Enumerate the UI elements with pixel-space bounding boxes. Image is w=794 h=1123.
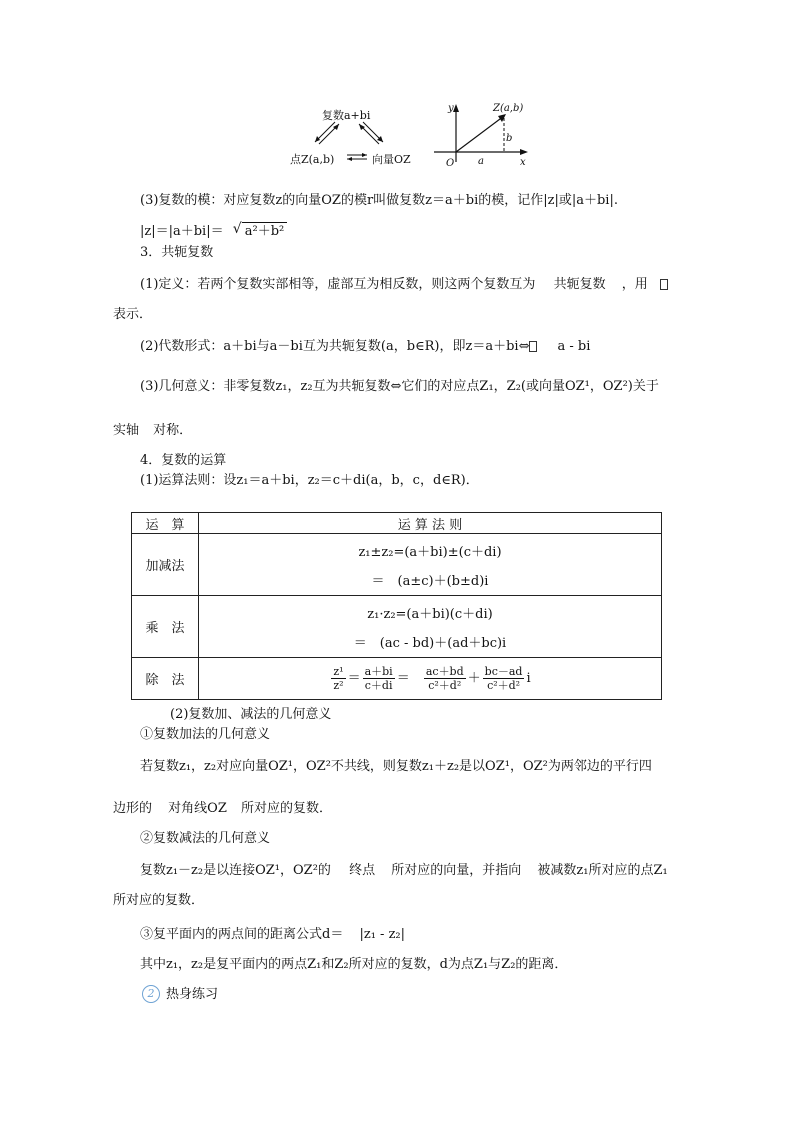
- fraction: [483, 665, 525, 692]
- sub-minuend-blank: 被减数z₁所对应的点Z₁: [537, 863, 668, 878]
- rule-line: z₁±z₂=(a＋bi)±(c＋di): [358, 544, 502, 560]
- imaginary-unit: i: [526, 671, 531, 686]
- operation-rules-table: [131, 512, 662, 700]
- conjugate-geometric-end: [113, 422, 192, 440]
- rule-line: ＝ (a±c)＋(b±d)i: [371, 573, 489, 589]
- conjugate-def-blank: 共轭复数: [553, 277, 606, 292]
- sub-meaning-text-2: 所对应的复数．: [113, 893, 205, 908]
- distance-explanation: 其中z₁，z₂是复平面内的两点Z₁和Z₂所对应的复数，d为点Z₁与Z₂的距离．: [140, 957, 568, 972]
- segment-b-label: b: [506, 133, 513, 144]
- distance-formula: [140, 926, 405, 944]
- numerator: a＋bi: [364, 665, 393, 678]
- modulus-formula-sqrt: √ a²＋b²: [242, 222, 288, 241]
- numerator: ac＋bd: [425, 665, 464, 678]
- modulus-formula-left: |z|＝|a＋bi|＝: [140, 224, 224, 239]
- add-text-c: 所对应的复数．: [241, 801, 333, 816]
- conjugate-symbol-icon: [529, 341, 537, 352]
- fraction: [331, 665, 345, 692]
- table-row: [132, 596, 662, 658]
- vector-oz: [456, 116, 504, 152]
- conjugate-axis-blank: 实轴: [113, 423, 140, 438]
- conjugate-alg-blank: a - bi: [557, 339, 591, 354]
- geo-meaning-title: (2)复数加、减法的几何意义: [170, 707, 332, 722]
- warmup-heading: 热身练习: [166, 987, 219, 1002]
- conjugate-algebraic: [140, 338, 590, 356]
- conjugate-def-end: 表示．: [113, 307, 153, 322]
- denominator: c²＋d²: [428, 679, 462, 692]
- conjugate-symbol-icon: [660, 279, 668, 290]
- fraction: [424, 665, 466, 692]
- table-op-cell: 除 法: [132, 658, 199, 700]
- axis-x-label: x: [520, 157, 526, 168]
- table-header-rule: 运 算 法 则: [199, 513, 662, 534]
- point-z-label: Z(a,b): [493, 103, 524, 114]
- sub-meaning-text: [140, 862, 668, 880]
- conjugate-def-text-2: ，用: [621, 277, 648, 292]
- modulus-formula: [140, 222, 287, 241]
- rule-line: z₁·z₂=(a＋bi)(c＋di): [367, 606, 493, 622]
- conjugate-geo-end: 对称．: [153, 423, 193, 438]
- denominator: c²＋d²: [487, 679, 521, 692]
- add-meaning-text-2: [113, 800, 332, 818]
- arrow-head: [362, 153, 367, 157]
- warmup-badge-icon: 2: [142, 985, 160, 1003]
- distance-text: ③复平面内的两点间的距离公式d＝: [140, 927, 344, 942]
- diagram-top-label: 复数a+bi: [322, 109, 371, 122]
- table-row: [132, 534, 662, 596]
- sub-meaning-title: ②复数减法的几何意义: [140, 831, 271, 846]
- arrow-head: [315, 136, 320, 142]
- table-op-cell: 乘 法: [132, 596, 199, 658]
- sub-text-c: 所对应的向量，并指向: [391, 863, 522, 878]
- table-header-op: 运 算: [132, 513, 199, 534]
- table-op-cell: 加减法: [132, 534, 199, 596]
- conjugate-alg-text: (2)代数形式：a＋bi与a－bi互为共轭复数(a，b∈R)，即z＝a＋bi⇔: [140, 339, 530, 354]
- rule-line: ＝ (ac - bd)＋(ad＋bc)i: [353, 635, 507, 651]
- segment-a-label: a: [478, 156, 484, 167]
- modulus-definition: (3)复数的模：对应复数z的向量OZ的模r叫做复数z＝a＋bi的模，记作|z|或|a＋bi|.: [140, 193, 618, 208]
- add-diagonal-blank: 对角线OZ: [168, 801, 227, 816]
- numerator: z¹: [333, 665, 344, 678]
- table-row: [132, 658, 662, 700]
- section-4-title: 4．复数的运算: [140, 453, 227, 468]
- add-meaning-title: ①复数加法的几何意义: [140, 727, 271, 742]
- section-3-title: 3．共轭复数: [140, 245, 214, 260]
- denominator: z²: [333, 679, 344, 692]
- fraction: [363, 665, 395, 692]
- distance-blank: |z₁ - z₂|: [359, 927, 406, 942]
- diagram-right-label: 向量OZ: [372, 153, 411, 166]
- numerator: bc－ad: [484, 665, 523, 678]
- arrow-head: [347, 157, 352, 161]
- conjugate-def-text: (1)定义：若两个复数实部相等，虚部互为相反数，则这两个复数互为: [140, 277, 536, 292]
- sub-text-a: 复数z₁－z₂是以连接OZ¹，OZ²的: [140, 863, 331, 878]
- conjugate-geometric: (3)几何意义：非零复数z₁，z₂互为共轭复数⇔它们的对应点Z₁，Z₂(或向量OZ¹，OZ²)关于: [140, 379, 659, 394]
- table-rule-cell: [199, 596, 662, 658]
- denominator: c＋di: [364, 679, 393, 692]
- sub-endpoint-blank: 终点: [349, 863, 376, 878]
- add-meaning-text: 若复数z₁，z₂对应向量OZ¹，OZ²不共线，则复数z₁＋z₂是以OZ¹，OZ²为两邻边的平行四: [140, 759, 652, 774]
- table-header-row: [132, 513, 662, 534]
- add-text-a: 边形的: [113, 801, 153, 816]
- conjugate-definition: [140, 276, 668, 294]
- diagram-left-label: 点Z(a,b): [290, 153, 335, 166]
- operation-rules-intro: (1)运算法则：设z₁＝a＋bi，z₂＝c＋di(a，b，c，d∈R)．: [140, 473, 479, 488]
- origin-label: O: [446, 158, 455, 169]
- table-rule-cell: $\frac{\text{z¹}}{\text{z²}}$ ＝ $\frac{a+bi}{c+di}$ ＝ $\frac{ac+bd}{\text{c²＋d²}}$ ＋ $\frac{bc-ad}{\text{c²＋d²}}$ i: [199, 658, 662, 700]
- axis-y-label: y: [448, 103, 454, 114]
- table-rule-cell: [199, 534, 662, 596]
